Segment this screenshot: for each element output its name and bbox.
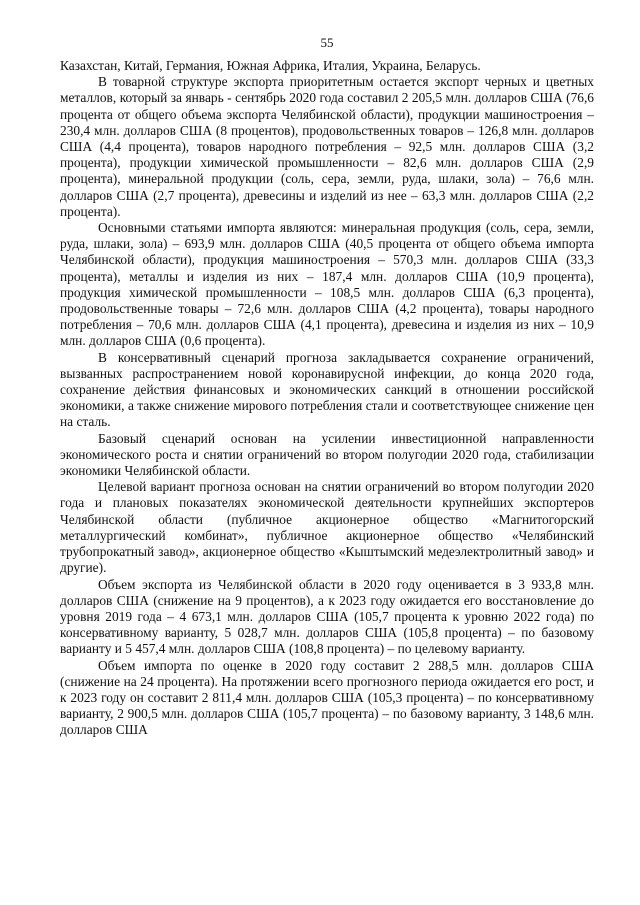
paragraph-conservative-scenario: В консервативный сценарий прогноза закладывается сохранение ограничений, вызванных распространением новой коронавирусной инфекции, до конца 2020 года, сохранение действия финансовых и экономических санкций в отношении российской экономики, а также снижение мирового потребления стали и соответствующее снижение цен на сталь. (60, 349, 594, 430)
paragraph-export-structure: В товарной структуре экспорта приоритетным остается экспорт черных и цветных металлов, который за январь - сентябрь 2020 года составил 2 205,5 млн. долларов США (76,6 процента от общего объема экспорта Челябинской области), продукции машиностроения – 230,4 млн. долларов США (8 процентов), продовольственных товаров – 126,8 млн. долларов США (4,4 процента), товаров народного потребления – 92,5 млн. долларов США (3,2 процента), продукции химической промышленности – 82,6 млн. долларов США (2,9 процента), минеральной продукции (соль, сера, земли, руда, шлаки, зола) – 76,6 млн. долларов США (2,7 процента), древесины и изделий из нее – 63,3 млн. долларов США (2,2 процента). (60, 74, 594, 219)
paragraph-import-volume: Объем импорта по оценке в 2020 году составит 2 288,5 млн. долларов США (снижение на 24 процента). На протяжении всего прогнозного периода ожидается его рост, и к 2023 году он составит 2 811,4 млн. долларов США (105,3 процента) – по консервативному варианту, 2 900,5 млн. долларов США (105,7 процента) – по базовому варианту, 3 148,6 млн. долларов США (60, 657, 594, 738)
paragraph-base-scenario: Базовый сценарий основан на усилении инвестиционной направленности экономического роста и снятии ограничений во втором полугодии 2020 года, стабилизации экономики Челябинской области. (60, 430, 594, 479)
paragraph-target-scenario: Целевой вариант прогноза основан на снятии ограничений во втором полугодии 2020 года и плановых показателях экономической деятельности крупнейших экспортеров Челябинской области (публичное акционерное общество «Магнитогорский металлургический комбинат», публичное акционерное общество «Челябинский трубопрокатный завод», акционерное общество «Кыштымский медеэлектролитный завод» и другие). (60, 479, 594, 576)
paragraph-export-volume: Объем экспорта из Челябинской области в 2020 году оценивается в 3 933,8 млн. долларов США (снижение на 9 процентов), а к 2023 году ожидается его восстановление до уровня 2019 года – 4 673,1 млн. долларов США (105,7 процента к уровню 2022 года) по консервативному варианту, 5 028,7 млн. долларов США (105,8 процента) – по базовому варианту и 5 457,4 млн. долларов США (108,8 процента) – по целевому варианту. (60, 576, 594, 657)
paragraph-import-items: Основными статьями импорта являются: минеральная продукция (соль, сера, земли, руда, шлаки, зола) – 693,9 млн. долларов США (40,5 процента от общего объема импорта Челябинской области), продукция машиностроения – 570,3 млн. долларов США (33,3 процента), металлы и изделия из них – 187,4 млн. долларов США (10,9 процента), продукция химической промышленности – 108,5 млн. долларов США (6,3 процента), продовольственные товары – 72,6 млн. долларов США (4,2 процента), товары народного потребления – 70,6 млн. долларов США (4,1 процента), древесина и изделия из них – 10,9 млн. долларов США (0,6 процента). (60, 220, 594, 349)
page-number: 55 (320, 35, 334, 50)
paragraph-export-countries: Казахстан, Китай, Германия, Южная Африка, Италия, Украина, Беларусь. (60, 58, 481, 73)
